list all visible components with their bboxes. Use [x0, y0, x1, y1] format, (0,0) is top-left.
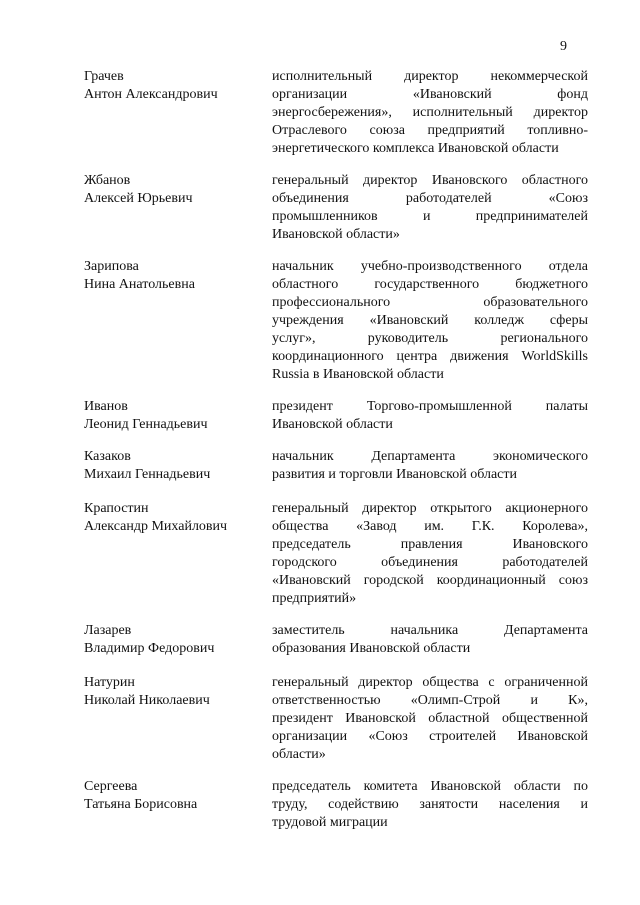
role-line: генеральный директор открытого акционерного [272, 501, 588, 516]
role-line: заместитель начальника Департамента [272, 623, 588, 638]
member-name [84, 778, 264, 814]
member-role [272, 500, 588, 608]
member-given-names: Владимир Федорович [84, 641, 215, 656]
role-line: предприятий» [272, 591, 357, 606]
role-line: организации «Союз строителей Ивановской [272, 729, 588, 744]
role-line: «Ивановский городской координационный союз [272, 573, 588, 588]
member-surname: Натурин [84, 675, 135, 690]
role-line: Russia в Ивановской области [272, 367, 444, 382]
member-surname: Жбанов [84, 173, 131, 188]
role-line: промышленников и предпринимателей [272, 209, 588, 224]
role-line: ответственностью «Олимп-Строй и К», [272, 693, 588, 708]
member-given-names: Николай Николаевич [84, 693, 210, 708]
role-line: начальник Департамента экономического [272, 449, 588, 464]
role-line: труду, содействию занятости населения и [272, 797, 588, 812]
member-role [272, 448, 588, 484]
role-line: образования Ивановской области [272, 641, 471, 656]
member-name [84, 674, 264, 710]
role-line: Ивановской области» [272, 227, 400, 242]
member-given-names: Татьяна Борисовна [84, 797, 198, 812]
role-line: общества «Завод им. Г.К. Королева», [272, 519, 588, 534]
role-line: объединения работодателей «Союз [272, 191, 588, 206]
member-surname: Грачев [84, 69, 124, 84]
member-name [84, 68, 264, 104]
role-line: учреждения «Ивановский колледж сферы [272, 313, 588, 328]
role-line: организации «Ивановский фонд [272, 87, 588, 102]
role-line: начальник учебно-производственного отдела [272, 259, 588, 274]
role-line: областного государственного бюджетного [272, 277, 588, 292]
role-line: развития и торговли Ивановской области [272, 467, 517, 482]
role-line: председатель правления Ивановского [272, 537, 588, 552]
member-given-names: Антон Александрович [84, 87, 218, 102]
role-line: Отраслевого союза предприятий топливно- [272, 123, 588, 138]
member-role [272, 68, 588, 158]
role-line: энергетического комплекса Ивановской области [272, 141, 559, 156]
member-given-names: Нина Анатольевна [84, 277, 195, 292]
member-name [84, 500, 264, 536]
role-line: энергосбережения», исполнительный директор [272, 105, 588, 120]
member-name [84, 448, 264, 484]
member-given-names: Алексей Юрьевич [84, 191, 193, 206]
member-surname: Казаков [84, 449, 131, 464]
role-line: координационного центра движения WorldSkills [272, 349, 588, 364]
member-name [84, 258, 264, 294]
member-surname: Крапостин [84, 501, 149, 516]
role-line: профессионального образовательного [272, 295, 588, 310]
role-line: генеральный директор Ивановского областного [272, 173, 588, 188]
member-surname: Иванов [84, 399, 128, 414]
role-line: области» [272, 747, 326, 762]
role-line: Ивановской области [272, 417, 393, 432]
member-given-names: Михаил Геннадьевич [84, 467, 211, 482]
member-name [84, 398, 264, 434]
role-line: исполнительный директор некоммерческой [272, 69, 588, 84]
role-line: председатель комитета Ивановской области по [272, 779, 588, 794]
member-surname: Сергеева [84, 779, 138, 794]
member-role [272, 622, 588, 658]
role-line: услуг», руководитель регионального [272, 331, 588, 346]
role-line: генеральный директор общества с ограниченной [272, 675, 588, 690]
member-name [84, 622, 264, 658]
member-role [272, 398, 588, 434]
member-surname: Лазарев [84, 623, 132, 638]
member-surname: Зарипова [84, 259, 139, 274]
member-given-names: Леонид Геннадьевич [84, 417, 208, 432]
member-role [272, 258, 588, 384]
member-name [84, 172, 264, 208]
role-line: президент Торгово-промышленной палаты [272, 399, 588, 414]
member-role [272, 674, 588, 764]
role-line: трудовой миграции [272, 815, 388, 830]
role-line: президент Ивановской областной общественной [272, 711, 588, 726]
member-given-names: Александр Михайлович [84, 519, 228, 534]
page-number: 9 [560, 39, 567, 54]
member-role [272, 778, 588, 832]
member-role [272, 172, 588, 244]
role-line: городского объединения работодателей [272, 555, 588, 570]
